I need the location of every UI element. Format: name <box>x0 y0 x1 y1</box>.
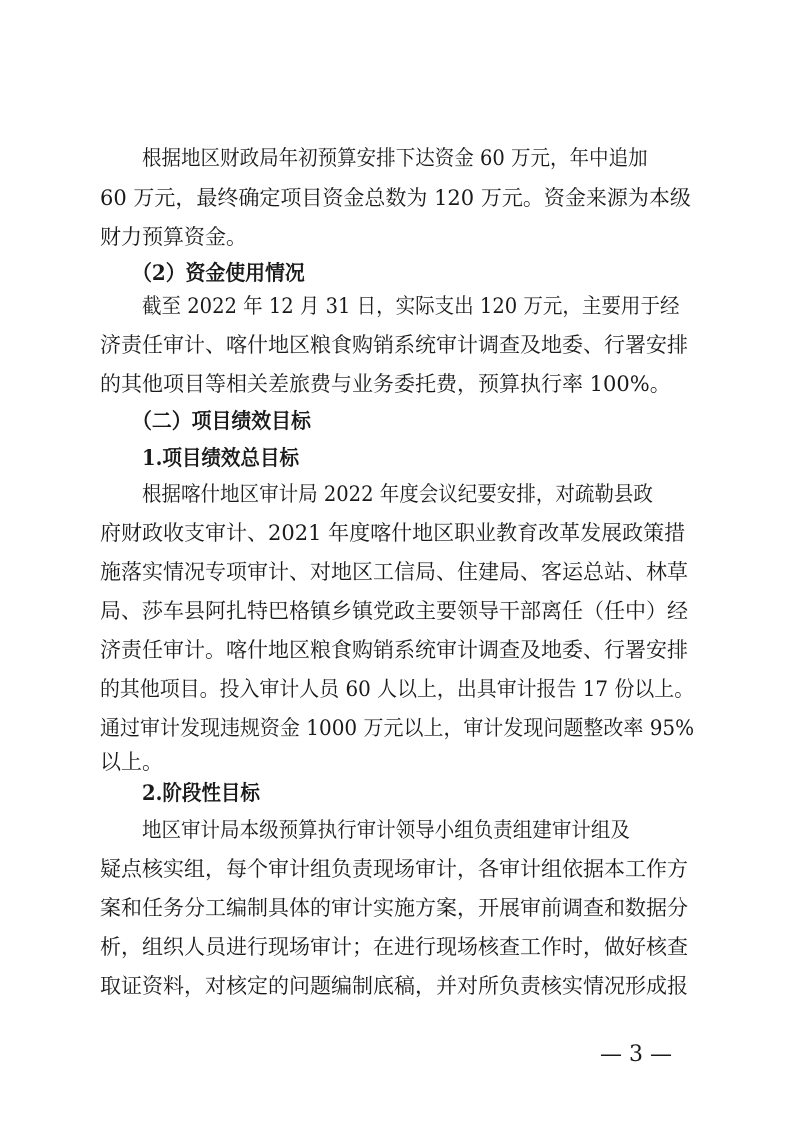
body-line: 析，组织人员进行现场审计；在进行现场核查工作时，做好核查 <box>100 935 688 959</box>
body-line: 济责任审计、喀什地区粮食购销系统审计调查及地委、行署安排 <box>100 333 688 357</box>
subsection-heading: 2.阶段性目标 <box>142 780 260 805</box>
body-line: 取证资料，对核定的问题编制底稿，并对所负责核实情况形成报 <box>100 974 688 998</box>
section-heading: （二）项目绩效目标 <box>132 408 311 433</box>
subheading: （2）资金使用情况 <box>132 260 305 285</box>
body-line: 局、莎车县阿扎特巴格镇乡镇党政主要领导干部离任（任中）经 <box>100 599 688 623</box>
body-line: 以上。 <box>100 750 163 774</box>
body-line: 的其他项目。投入审计人员 60 人以上，出具审计报告 17 份以上。 <box>100 677 695 701</box>
page-number: — 3 — <box>600 1042 672 1067</box>
body-line: 财力预算资金。 <box>100 225 247 249</box>
subsection-heading: 1.项目绩效总目标 <box>142 445 299 470</box>
body-line: 济责任审计。喀什地区粮食购销系统审计调查及地委、行署安排 <box>100 638 688 662</box>
body-line: 地区审计局本级预算执行审计领导小组负责组建审计组及 <box>142 818 630 842</box>
body-line: 根据地区财政局年初预算安排下达资金 60 万元，年中追加 <box>142 146 648 170</box>
body-line: 疑点核实组，每个审计组负责现场审计，各审计组依据本工作方 <box>100 857 688 881</box>
body-line: 根据喀什地区审计局 2022 年度会议纪要安排，对疏勒县政 <box>142 482 653 506</box>
body-line: 截至 2022 年 12 月 31 日，实际支出 120 万元，主要用于经 <box>142 294 680 318</box>
body-line: 案和任务分工编制具体的审计实施方案，开展审前调查和数据分 <box>100 896 688 920</box>
body-line: 通过审计发现违规资金 1000 万元以上，审计发现问题整改率 95% <box>100 716 695 740</box>
body-line: 府财政收支审计、2021 年度喀什地区职业教育改革发展政策措 <box>100 521 686 545</box>
body-line: 的其他项目等相关差旅费与业务委托费，预算执行率 100%。 <box>100 372 671 396</box>
body-line: 施落实情况专项审计、对地区工信局、住建局、客运总站、林草 <box>100 560 688 584</box>
body-line: 60 万元，最终确定项目资金总数为 120 万元。资金来源为本级 <box>100 186 691 210</box>
